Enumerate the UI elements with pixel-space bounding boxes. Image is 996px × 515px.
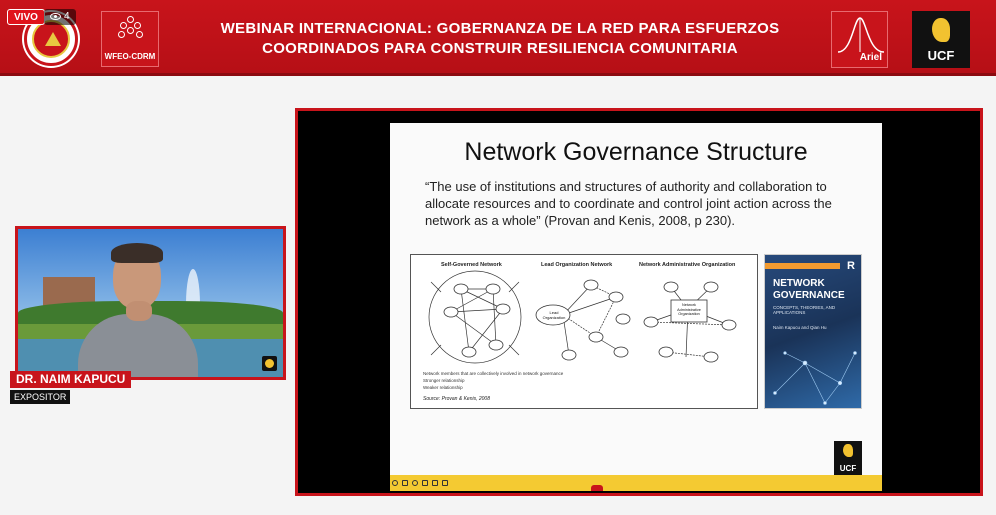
network-graphs	[411, 267, 759, 385]
ucf-pegasus-icon	[262, 356, 277, 371]
back-icon[interactable]	[392, 480, 398, 486]
book-network-art	[765, 333, 862, 408]
wfeo-logo	[101, 11, 159, 67]
viewer-count-value: 4	[64, 11, 70, 22]
book-cover	[764, 254, 862, 409]
slide-quote: “The use of institutions and structures of authority and collaboration to allocate resources and to coordinate and control joint action across the network as a whole” (Provan and Kenis, 2008, p 230).	[425, 179, 832, 228]
live-badge: VIVO	[7, 9, 45, 25]
slide-footer-bar	[390, 475, 882, 491]
slide-title: Network Governance Structure	[464, 138, 808, 166]
viewer-count	[44, 9, 76, 25]
tree-logo	[118, 16, 144, 44]
webinar-title-line2: COORDINADOS PARA CONSTRUIR RESILIENCIA COMUNITARIA	[262, 40, 738, 57]
presentation-panel	[295, 108, 983, 496]
legend-item: Network members that are collectively involved in network governance	[423, 371, 564, 376]
speaker-name: DR. NAIM KAPUCU	[10, 371, 131, 388]
header-banner	[0, 0, 996, 76]
legend-item: Weaker relationship	[423, 385, 463, 390]
book-authors: Naim Kapucu and Qian Hu	[773, 325, 827, 330]
slide-ucf-logo	[834, 441, 862, 475]
eye-icon	[50, 13, 61, 20]
diagram-caption: Lead Organization Network	[541, 262, 613, 268]
book-subtitle: CONCEPTS, THEORIES, AND APPLICATIONS	[773, 305, 836, 315]
ucf-pegasus-icon	[932, 18, 950, 42]
ucf-pegasus-icon	[843, 444, 853, 457]
grid-icon[interactable]	[422, 480, 428, 486]
scroll-indicator	[591, 485, 603, 491]
book-title: NETWORK GOVERNANCE	[773, 278, 845, 301]
nao-label: Network Administrative Organization	[677, 303, 701, 316]
network-diagram	[410, 254, 758, 409]
diagram-caption: Self-Governed Network	[441, 262, 502, 268]
diagram-source: Source: Provan & Kenis, 2008	[423, 396, 490, 402]
subtitle-icon[interactable]	[432, 480, 438, 486]
wfeo-logo-label: WFEO-CDRM	[104, 52, 156, 61]
ariel-logo-label: Ariel	[859, 52, 882, 63]
speaker-role: EXPOSITOR	[10, 390, 70, 404]
legend-item: Stronger relationship	[423, 378, 465, 383]
lead-org-label: Lead Organization	[542, 310, 566, 320]
webinar-title-line1: WEBINAR INTERNACIONAL: GOBERNANZA DE LA RED PARA ESFUERZOS	[220, 20, 780, 37]
ariel-curve-icon	[832, 12, 889, 57]
book-publisher-mark: R	[847, 260, 855, 272]
presentation-toolbar	[392, 477, 448, 489]
pen-icon[interactable]	[402, 480, 408, 486]
diagram-caption: Network Administrative Organization	[639, 262, 736, 268]
ucf-logo	[912, 11, 970, 68]
slide	[390, 123, 882, 491]
ariel-logo	[831, 11, 888, 68]
slide-ucf-label: UCF	[839, 464, 857, 473]
webinar-title	[190, 19, 810, 59]
zoom-icon[interactable]	[412, 480, 418, 486]
speaker-video	[15, 226, 286, 380]
more-icon[interactable]	[442, 480, 448, 486]
ucf-logo-label: UCF	[927, 48, 955, 63]
